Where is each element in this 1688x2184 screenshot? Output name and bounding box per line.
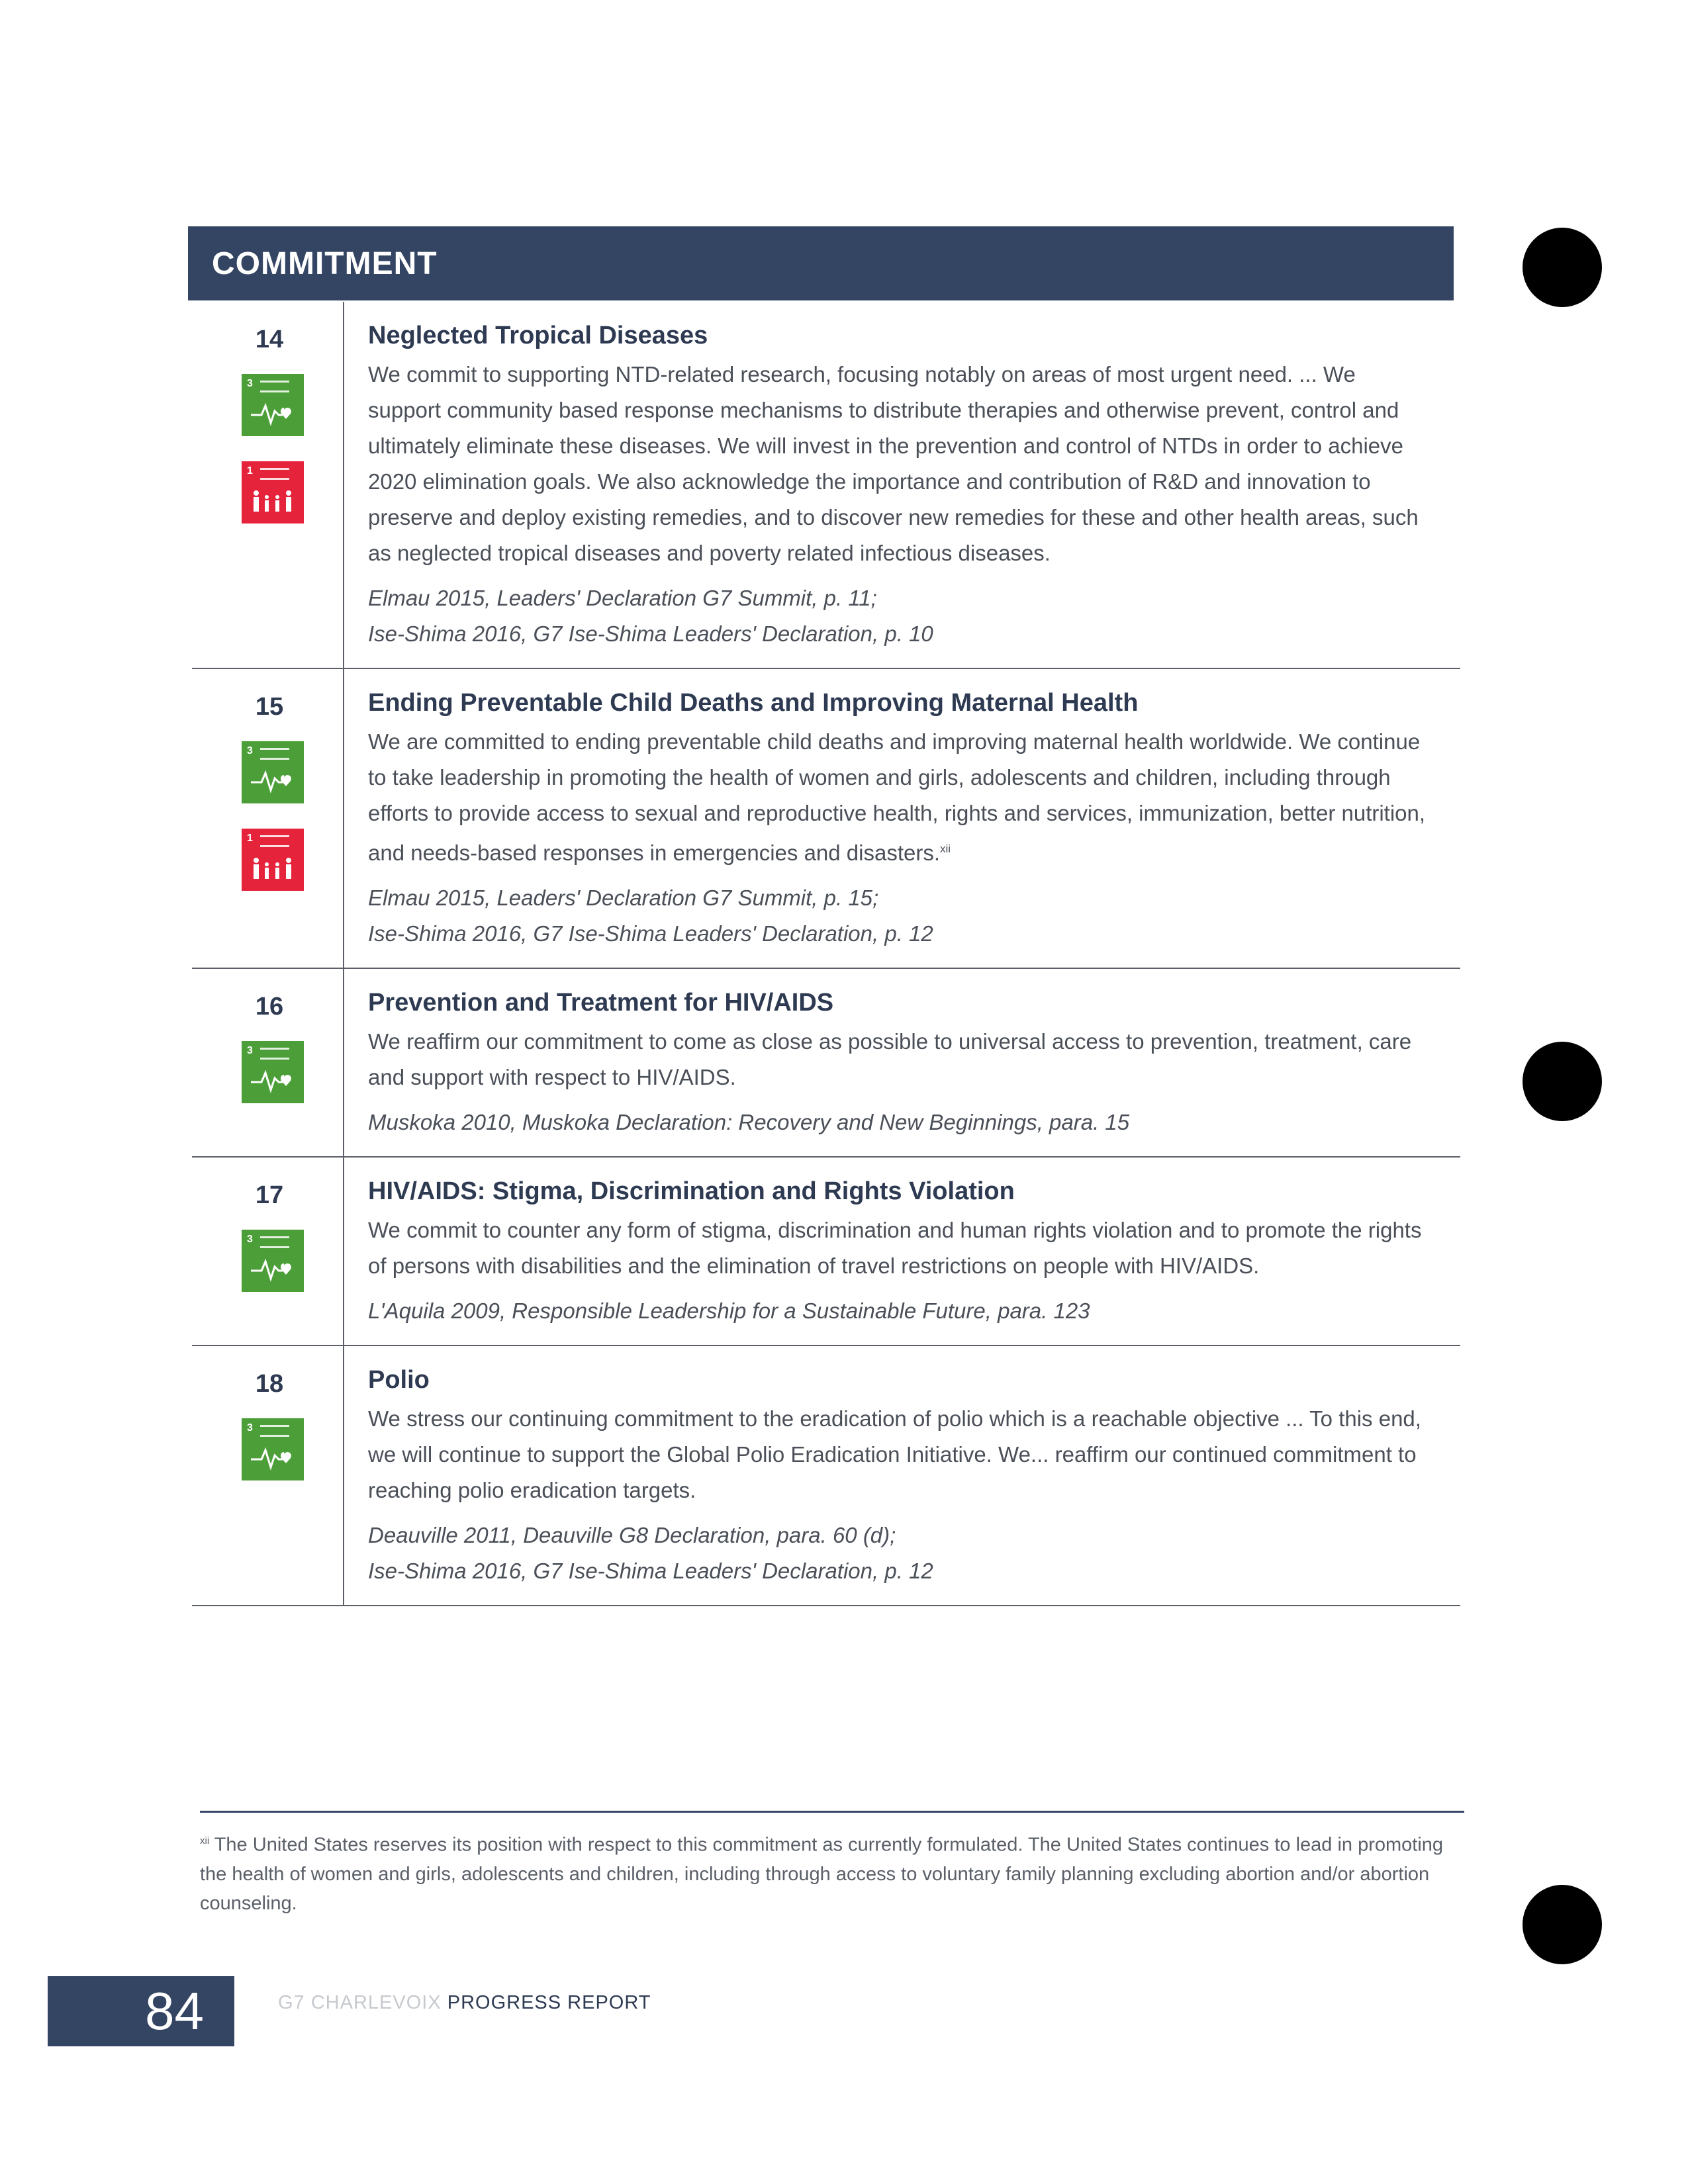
sdg-3-good-health-icon [242, 1418, 304, 1480]
binder-hole-top [1523, 228, 1602, 307]
footnote-reference: xii [940, 842, 951, 855]
citation-line: L'Aquila 2009, Responsible Leadership for a Sustainable Future, para. 123 [368, 1298, 1090, 1323]
sdg-number: 1 [247, 833, 253, 844]
commitment-number: 17 [255, 1181, 284, 1209]
sdg-number: 3 [247, 1422, 253, 1433]
commitment-text-body: We commit to counter any form of stigma, discrimination and human rights violation and to promote the rights of persons with disabilities and the elimination of travel restrictions on people with HIV/AIDS. [368, 1218, 1422, 1278]
commitment-row [192, 1346, 1460, 1606]
sdg-number: 1 [247, 465, 253, 477]
commitment-citations [368, 580, 1434, 652]
report-title [278, 1992, 651, 2014]
heartbeat-icon [251, 766, 295, 796]
commitment-text [368, 724, 1434, 871]
commitment-index-cell [192, 1346, 344, 1605]
commitment-index-cell [192, 302, 344, 668]
sdg-number: 3 [247, 1234, 253, 1245]
heartbeat-icon [251, 1255, 295, 1284]
commitment-text-body: We reaffirm our commitment to come as close as possible to universal access to prevention, treatment, care and support with respect to HIV/AIDS. [368, 1029, 1412, 1089]
report-title-suffix: PROGRESS REPORT [447, 1992, 651, 2013]
section-header-title: COMMITMENT [212, 246, 438, 281]
commitment-title: Polio [368, 1366, 430, 1394]
commitment-number: 15 [255, 693, 284, 721]
commitment-number: 14 [255, 326, 284, 353]
citation-line: Elmau 2015, Leaders' Declaration G7 Summit, p. 15; [368, 886, 879, 910]
commitment-row [192, 969, 1460, 1158]
commitment-number: 18 [255, 1370, 284, 1398]
sdg-3-good-health-icon [242, 1230, 304, 1292]
sdg-number: 3 [247, 745, 253, 756]
heartbeat-icon [251, 1066, 295, 1095]
commitment-index-cell [192, 969, 344, 1156]
citation-line: Deauville 2011, Deauville G8 Declaration, para. 60 (d); [368, 1523, 896, 1547]
commitment-content-cell [344, 1158, 1460, 1345]
commitment-table [192, 302, 1460, 1606]
citation-line: Muskoka 2010, Muskoka Declaration: Recovery and New Beginnings, para. 15 [368, 1110, 1130, 1134]
footnote-divider [200, 1811, 1464, 1813]
commitment-title: HIV/AIDS: Stigma, Discrimination and Rights Violation [368, 1177, 1015, 1205]
commitment-text-body: We stress our continuing commitment to the eradication of polio which is a reachable objective ... To this end, we will continue to support the Global Polio Eradication Initiative. We... reaffirm our continued commitment to reaching polio eradication targets. [368, 1406, 1421, 1502]
commitment-text-body: We commit to supporting NTD-related research, focusing notably on areas of most urgent need. ... We support community based response mechanisms to distribute therapies and otherwise prevent, control and ultimately eliminate these diseases. We will invest in the prevention and control of NTDs in order to achieve 2020 elimination goals. We also acknowledge the importance and contribution of R&D and innovation to preserve and deploy existing remedies, and to discover new remedies for these and other health areas, such as neglected tropical diseases and poverty related infectious diseases. [368, 362, 1419, 565]
commitment-text [368, 1401, 1434, 1508]
sdg-number: 3 [247, 1045, 253, 1056]
footnote-text: The United States reserves its position with respect to this commitment as currently formulated. The United States continues to lead in promoting the health of women and girls, adolescents and children, including through access to voluntary family planning excluding abortion and/or abortion counseling. [200, 1834, 1444, 1914]
commitment-citations [368, 1293, 1434, 1329]
page-number-box [48, 1976, 234, 2046]
binder-hole-bottom [1523, 1885, 1602, 1964]
heartbeat-icon [251, 1443, 295, 1473]
sdg-3-good-health-icon [242, 1041, 304, 1103]
commitment-index-cell [192, 1158, 344, 1345]
commitment-text [368, 357, 1434, 571]
section-header [188, 226, 1454, 300]
footnote [200, 1827, 1458, 1918]
citation-line: Ise-Shima 2016, G7 Ise-Shima Leaders' Declaration, p. 12 [368, 1559, 933, 1583]
commitment-content-cell [344, 302, 1460, 668]
commitment-text [368, 1024, 1434, 1095]
commitment-row [192, 669, 1460, 969]
commitment-text-body: We are committed to ending preventable child deaths and improving maternal health worldwide. We continue to take leadership in promoting the health of women and girls, adolescents and children, including through efforts to provide access to sexual and reproductive health, rights and services, immunization, better nutrition, and needs-based responses in emergencies and disasters. [368, 729, 1426, 865]
commitment-title: Neglected Tropical Diseases [368, 322, 708, 349]
page-number: 84 [145, 1981, 204, 2040]
sdg-3-good-health-icon [242, 374, 304, 436]
commitment-text [368, 1212, 1434, 1284]
citation-line: Elmau 2015, Leaders' Declaration G7 Summit, p. 11; [368, 586, 877, 610]
sdg-1-no-poverty-icon [242, 461, 304, 523]
commitment-index-cell [192, 669, 344, 968]
citation-line: Ise-Shima 2016, G7 Ise-Shima Leaders' Declaration, p. 12 [368, 921, 933, 946]
commitment-content-cell [344, 669, 1460, 968]
commitment-title: Prevention and Treatment for HIV/AIDS [368, 989, 834, 1017]
commitment-content-cell [344, 1346, 1460, 1605]
footnote-marker: xii [200, 1835, 210, 1846]
commitment-citations [368, 1105, 1434, 1140]
commitment-citations [368, 1518, 1434, 1589]
family-icon [251, 486, 295, 516]
report-title-prefix: G7 CHARLEVOIX [278, 1992, 442, 2013]
commitment-row [192, 1158, 1460, 1346]
sdg-3-good-health-icon [242, 741, 304, 803]
heartbeat-icon [251, 399, 295, 428]
commitment-content-cell [344, 969, 1460, 1156]
commitment-title: Ending Preventable Child Deaths and Improving Maternal Health [368, 689, 1139, 717]
binder-hole-middle [1523, 1042, 1602, 1121]
sdg-number: 3 [247, 378, 253, 389]
commitment-number: 16 [255, 993, 284, 1021]
citation-line: Ise-Shima 2016, G7 Ise-Shima Leaders' Declaration, p. 10 [368, 621, 933, 646]
commitment-citations [368, 880, 1434, 952]
family-icon [251, 854, 295, 883]
sdg-1-no-poverty-icon [242, 829, 304, 891]
commitment-row [192, 302, 1460, 669]
